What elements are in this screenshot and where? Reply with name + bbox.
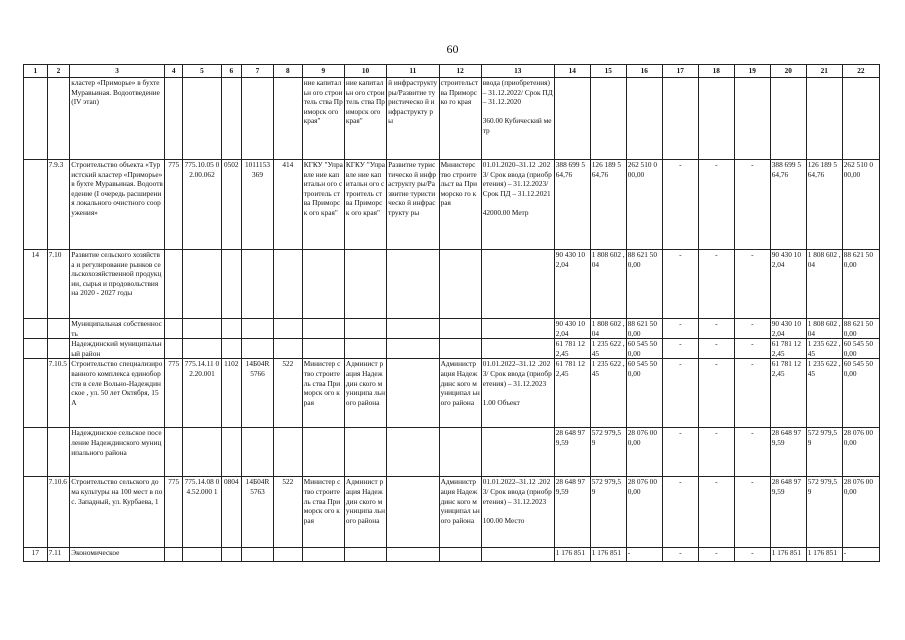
table-cell: - [698,548,734,562]
table-cell [662,78,698,160]
table-cell: - [698,339,734,359]
table-cell: 90 430 10 2,04 [770,250,806,319]
table-cell: Министер ство строитель ства Приморск ого края [302,359,344,428]
table-cell [387,339,439,359]
table-cell: - [734,160,770,250]
table-cell: 7.10.5 [47,359,70,428]
table-cell: 0502 [221,160,242,250]
column-header: 8 [273,65,302,78]
table-cell: - [662,250,698,319]
table-cell: 28 076 00 0,00 [842,428,879,477]
column-header: 14 [554,65,590,78]
table-cell [183,250,221,319]
table-cell: 28 648 97 9,59 [770,477,806,548]
table-cell [242,319,274,339]
table-row [24,339,880,359]
header-row [24,65,880,78]
table-cell: 522 [273,477,302,548]
table-cell: 88 621 50 0,00 [842,319,879,339]
table-cell: КГКУ "Управле ние капитальн ого строитель ства Приморск ого края" [302,160,344,250]
table-cell: - [698,428,734,477]
column-header: 15 [590,65,626,78]
table-cell: - [734,548,770,562]
table-cell: 1 235 622 ,45 [806,359,842,428]
table-cell: 1011153 369 [242,160,274,250]
table-cell: - [662,160,698,250]
table-cell: - [662,428,698,477]
table-cell [439,250,481,319]
table-cell [439,548,481,562]
table-cell [47,78,70,160]
table-cell [24,319,48,339]
table-cell [183,339,221,359]
column-header: 1 [24,65,48,78]
table-cell: - [662,359,698,428]
table-row [24,78,880,160]
table-cell: 775.14.11 02.20.001 [183,359,221,428]
column-header: 20 [770,65,806,78]
table-cell: 775.14.08 04.52.000 1 [183,477,221,548]
table-cell [47,428,70,477]
column-header: 16 [626,65,662,78]
table-cell: 7.9.3 [47,160,70,250]
column-header: 18 [698,65,734,78]
table-cell [481,250,554,319]
table-row [24,319,880,339]
table-cell: кластер «Приморье» в бухте Муравьиная. Водоотведение (IV этап) [70,78,165,160]
table-cell [273,78,302,160]
table-cell: 775 [164,359,183,428]
table-cell: 60 545 50 0,00 [842,359,879,428]
table-cell: 414 [273,160,302,250]
table-cell: 61 781 12 2,45 [554,359,590,428]
table-cell: - [626,548,662,562]
table-cell: - [662,339,698,359]
table-cell: 61 781 12 2,45 [770,339,806,359]
table-cell: - [698,359,734,428]
table-cell: 60 545 50 0,00 [842,339,879,359]
table-cell [183,78,221,160]
table-cell [387,319,439,339]
table-cell [626,78,662,160]
table-cell: 28 648 97 9,59 [770,428,806,477]
column-header: 4 [164,65,183,78]
table-cell [481,339,554,359]
table-cell: 01.01.2020–31.12 .2023/ Срок ввода (приобретения) – 31.12.2023/ Срок ПД – 31.12.2021 42000.00 Метр [481,160,554,250]
table-cell: - [698,250,734,319]
table-cell [164,548,183,562]
table-cell: й инфраструкту ры/Развитие туристическо й инфраструкту ры [387,78,439,160]
table-cell [481,428,554,477]
table-cell: - [734,250,770,319]
table-cell [439,339,481,359]
table-cell: Надеждинский муниципальный район [70,339,165,359]
table-row [24,477,880,548]
table-cell [590,78,626,160]
table-cell [164,250,183,319]
table-cell [24,78,48,160]
table-cell: - [698,160,734,250]
table-cell: 7.10 [47,250,70,319]
table-row [24,160,880,250]
table-cell: 14 [24,250,48,319]
table-cell [221,78,242,160]
table-cell [273,319,302,339]
table-cell [770,78,806,160]
table-cell: Развитие туристическо й инфраструкту ры/Развитие туристическо й инфраструкту ры [387,160,439,250]
table-cell: Министерс тво строительст ва Приморско го края [439,160,481,250]
table-cell [273,428,302,477]
column-header: 12 [439,65,481,78]
table-cell [242,250,274,319]
table-cell [242,339,274,359]
table-row [24,250,880,319]
page-number: 60 [446,42,459,56]
table-cell [302,319,344,339]
table-cell [221,548,242,562]
table-cell [387,250,439,319]
table-cell: 1 176 851 [554,548,590,562]
table-cell: 775 [164,477,183,548]
table-cell: ние капитальн ого строитель ства Приморск ого края" [344,78,386,160]
table-row [24,428,880,477]
table-cell: ние капитальн ого строитель ства Приморск ого края" [302,78,344,160]
table-cell: 28 648 97 9,59 [554,477,590,548]
table-cell: 388 699 5 64,76 [770,160,806,250]
table-cell: - [662,477,698,548]
table-cell: 88 621 50 0,00 [842,250,879,319]
table-cell: 1 808 602 ,04 [590,250,626,319]
table-cell: 7.11 [47,548,70,562]
table-cell [183,428,221,477]
table-cell: 7.10.6 [47,477,70,548]
table-cell [734,78,770,160]
table-cell [273,548,302,562]
table-cell [273,339,302,359]
table-cell [806,78,842,160]
table-cell [302,428,344,477]
column-header: 19 [734,65,770,78]
table-cell: 388 699 5 64,76 [554,160,590,250]
table-cell: 28 076 00 0,00 [842,477,879,548]
table-cell: 01.01.2022–31.12 .2023/ Срок ввода (приобретения) – 31.12.2023 1.00 Объект [481,359,554,428]
table-cell: Администр ация Надеждинс кого муниципал ьного района [439,359,481,428]
table-cell: 522 [273,359,302,428]
table-cell [387,477,439,548]
table-cell [481,548,554,562]
table-cell: 14Б04R 5763 [242,477,274,548]
table-cell: 1 176 851 [590,548,626,562]
table-cell [344,428,386,477]
table-cell: Надеждинское сельское поселение Надеждинского муниципального района [70,428,165,477]
table-cell: 262 510 0 00,00 [626,160,662,250]
column-header: 13 [481,65,554,78]
table-row [24,359,880,428]
table-cell: Строительство объекта «Туристский кластер «Приморье» в бухте Муравьиная. Водоотведение (I очередь расширения локального очистного сооружения» [70,160,165,250]
table-cell: 126 189 5 64,76 [806,160,842,250]
table-cell: 1 235 622 ,45 [590,359,626,428]
table-cell: 28 076 00 0,00 [626,477,662,548]
column-header: 7 [242,65,274,78]
table-cell [24,359,48,428]
table-cell [554,78,590,160]
table-cell [439,428,481,477]
table-cell: - [698,319,734,339]
table-cell: 775 [164,160,183,250]
table-cell: 28 076 00 0,00 [626,428,662,477]
table-cell: - [734,428,770,477]
table-cell [221,319,242,339]
table-cell: 90 430 10 2,04 [770,319,806,339]
table-cell: 61 781 12 2,45 [554,339,590,359]
table-cell: 572 979,5 9 [806,477,842,548]
table-cell [344,339,386,359]
column-header: 2 [47,65,70,78]
table-cell: 0804 [221,477,242,548]
table-cell: ввода (приобретения) – 31.12.2022/ Срок ПД – 31.12.2020 360.00 Кубический метр [481,78,554,160]
table-cell: 572 979,5 9 [806,428,842,477]
table-cell [183,548,221,562]
table-cell [242,78,274,160]
table-cell [164,319,183,339]
table-cell [387,359,439,428]
table-cell [439,319,481,339]
table-cell [842,78,879,160]
column-header: 11 [387,65,439,78]
table-cell [164,339,183,359]
table-cell: 90 430 10 2,04 [554,250,590,319]
table-cell: - [662,548,698,562]
table-cell: - [734,359,770,428]
table-cell [221,339,242,359]
table-cell: Строительство сельского дома культуры на 100 мест в пос. Западный, ул. Курбаева, 1 [70,477,165,548]
table-cell [273,250,302,319]
table-cell: 60 545 50 0,00 [626,359,662,428]
budget-table [23,64,880,562]
table-cell: 14Б04R 5766 [242,359,274,428]
table-cell [387,548,439,562]
table-cell: 775.10.05 02.00.062 [183,160,221,250]
table-cell: - [662,319,698,339]
table-cell [164,78,183,160]
table-cell: Развитие сельского хозяйства и регулирование рынков сельскохозяйственной продукции, сырья и продовольствия на 2020 - 2027 годы [70,250,165,319]
table-cell: 90 430 10 2,04 [554,319,590,339]
table-cell [221,428,242,477]
column-header: 17 [662,65,698,78]
table-cell [344,548,386,562]
column-header: 22 [842,65,879,78]
table-cell [47,319,70,339]
table-cell: 572 979,5 9 [590,477,626,548]
table-cell: - [734,477,770,548]
table-cell: 60 545 50 0,00 [626,339,662,359]
table-cell [698,78,734,160]
table-cell: Министер ство строитель ства Приморск ого края [302,477,344,548]
table-cell [302,250,344,319]
table-cell [302,339,344,359]
table-cell: Муниципальная собственность [70,319,165,339]
table-cell [221,250,242,319]
table-cell: 61 781 12 2,45 [770,359,806,428]
table-cell: 1102 [221,359,242,428]
table-cell: 1 808 602 ,04 [807,319,841,338]
table-cell [387,428,439,477]
table-cell [164,428,183,477]
column-header: 21 [806,65,842,78]
table-cell: 88 621 50 0,00 [626,250,662,319]
table-cell: 1 235 622 ,45 [591,339,625,358]
table-cell: 88 621 50 0,00 [626,319,662,339]
table-cell: Экономическое [70,548,165,562]
column-header: 3 [70,65,165,78]
table-cell [24,339,48,359]
table-cell [242,548,274,562]
table-cell [302,548,344,562]
table-cell: 1 235 622 ,45 [807,339,841,358]
column-header: 5 [183,65,221,78]
table-cell: - [734,319,770,339]
table-cell [24,477,48,548]
table-row [24,548,880,562]
table-cell [24,428,48,477]
table-cell: 01.01.2022–31.12 .2023/ Срок ввода (приобретения) – 31.12.2023 100.00 Место [481,477,554,548]
table-cell: Администр ация Надеждинс кого муниципал ьного района [439,477,481,548]
table-cell: - [842,548,879,562]
column-header: 6 [221,65,242,78]
table-cell: 572 979,5 9 [590,428,626,477]
table-cell [24,160,48,250]
column-header: 10 [344,65,386,78]
table-cell [481,319,554,339]
table-cell: Админист рация Надеждин ского муниципа льного района [344,359,386,428]
table-cell: 126 189 5 64,76 [590,160,626,250]
table-cell [344,319,386,339]
table-cell: 262 510 0 00,00 [842,160,879,250]
table-cell: 1 808 602 ,04 [591,319,625,338]
table-cell: строительст ва Приморско го края [439,78,481,160]
table-cell: Строительство специализированного комплекса единоборств в селе Вольно-Надеждинское , ул. 50 лет Октября, 15А [70,359,165,428]
table-cell: 1 808 602 ,04 [806,250,842,319]
column-header: 9 [302,65,344,78]
table-cell: КГКУ "Управле ние капитальн ого строитель ства Приморск ого края" [344,160,386,250]
table-cell: 1 176 851 [770,548,806,562]
table-cell: - [698,477,734,548]
table-cell: 28 648 97 9,59 [554,428,590,477]
table-cell: 1 176 851 [806,548,842,562]
table-cell: Админист рация Надеждин ского муниципа льного района [344,477,386,548]
table-cell: 17 [24,548,48,562]
table-cell [183,319,221,339]
table-cell: - [734,339,770,359]
table-cell [344,250,386,319]
table-cell [47,339,70,359]
table-cell [242,428,274,477]
